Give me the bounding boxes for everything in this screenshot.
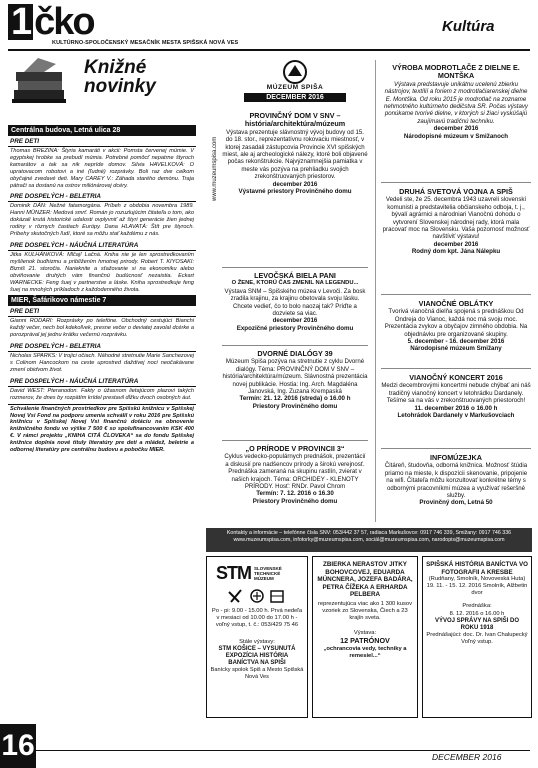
event-body: Vedeli ste, že 25. decembra 1943 uzavreli slovenskí komunisti a predstavitelia občianskeho odboja, t. j., bývalí agrárnici a národniari Vianočnú dohodu o vytvorení Slovenskej národnej rady, ktorá mala pracovať moc na Slovensku. Vaša pozornosť možnosť navštíviť výstavu!	[382, 196, 530, 241]
event-body: Výstava predstavuje unikátnu ucelenú zbierku nástrojov, textílií a foriem z modrotlačiarenskej dielne E. Montška. Od roku 2015 je modrotlač na zozname nehmotného kultúrneho dedičstva SR. Počas výstavy ponúkame tvorivé dielne, v ktorých si žiaci vyskúšajú zaujímavú tradičnú techniku.	[384, 80, 528, 125]
event-place: Letohrádok Dardanely v Markušovciach	[397, 412, 515, 420]
category-heading: PRE DOSPELÝCH - NÁUČNÁ LITERATÚRA	[8, 241, 196, 251]
book-block	[8, 192, 196, 240]
event-place: Národopisné múzeum Smižany	[410, 345, 502, 353]
event-body: Výstava SNM – Spišského múzea v Levoči. Za bosk zradila krajinu, za krajinu obetovala svoju lásku. Chcete vedieť, čo to bolo naozaj tak? Príďte a dozviete sa viac.	[224, 287, 366, 318]
event-body: Múzeum Spiša pozýva na stretnutie z cyklu Dvorné dialógy. Téma: PROVINČNÝ DOM V SNV – história/architektúra/múzeum. Slávnostná prezentácia novej publikácie. Hostia: Ing. Arch. Magdaléna Janovská, Ing. Zuzana Krempaská	[222, 358, 368, 396]
book-entries: David WEST: Pteranodon. Fakty o úžasnom lietajúcom plazovi takých rozmerov, že dnes by rozpätím krídel prestavil dĺžku dvoch osobných áut.	[10, 387, 194, 401]
event-date: Termín: 7. 12. 2016 o 16.30	[256, 490, 334, 498]
page-number: 16	[0, 724, 36, 768]
event-title: „O PRÍRODE V PROVINCII 3“	[245, 444, 345, 453]
divider	[381, 182, 531, 183]
museum-heading	[222, 60, 368, 102]
exhibit-title: SPIŠSKÁ HISTÓRIA BANÍCTVA VO FOTOGRAFII A KRESBE	[426, 561, 528, 576]
event-place: Expozičné priestory Provinčného domu	[236, 324, 354, 332]
free-entry: Voľný vstup.	[461, 639, 493, 645]
mining-history-ad	[422, 556, 532, 718]
event-title: DVORNÉ DIALÓGY 39	[257, 349, 333, 358]
event-date: december 2016	[272, 180, 318, 188]
category-heading: PRE DETI	[8, 137, 196, 147]
tagline: KULTÚRNO-SPOLOČENSKÝ MESAČNÍK MESTA SPIŠSKÁ NOVÁ VES	[52, 40, 239, 46]
header-divider	[8, 49, 530, 51]
museum-month: DECEMBER 2016	[244, 93, 346, 102]
section-title: Kultúra	[442, 18, 495, 35]
event-place: Rodný dom kpt. Jána Nálepku	[411, 248, 501, 256]
lecture-date: 8. 12. 2016 o 16.00 h	[449, 610, 505, 617]
stm-logo: STM	[216, 563, 251, 583]
vertical-url: www.muzeumspisa.com	[212, 136, 218, 201]
category-heading: PRE DETI	[8, 307, 196, 317]
event-block	[222, 272, 368, 332]
event-title: VÝROBA MODROTLAČE Z DIELNE E. MONTŠKA	[392, 63, 520, 81]
event-date: 11. december 2016 o 16.00 h	[414, 404, 498, 412]
event-place: Priestory Provinčného domu	[252, 497, 338, 505]
logo-text: čko	[34, 1, 94, 43]
exhibit-place: Banícky spolok Spiš a Mesto Spišská Nová Ves	[210, 667, 304, 681]
divider	[381, 368, 531, 369]
vertical-url-strip	[205, 58, 218, 358]
event-date: Termín: 21. 12. 2016 (streda) o 16.00 h	[239, 395, 351, 403]
location-bar: MIER, Šafárikovo námestie 7	[8, 295, 196, 306]
book-entries: Jitka KULHÁNKOVÁ: Mlčaj! Lačná. Kniha nie je len sprostredkovaním myšlienok budhizmu a priblížením hmotnej prirody. Robert T. KIYOSAKI: Bizniš 21. storočia. Narieknite a sťažovanie si na ekonomiku alebo obviňovanie druhých vám finančnú budúcnosť nezaistia. Eckart WARNECKE: Feng šuej v partnerstve a láske. Kniha sprostredkuje feng šuej na mnohých príkladoch z každodenného života.	[10, 251, 194, 293]
event-body: Tvorivá vianočná dielňa spojená s prednáškou Od Ondreja do Vianoc, každá noc má svoju moc. Prezentácia zvykov a obyčajov zimného obdobia. Na objednávku pre organizované skupiny.	[384, 308, 528, 338]
funding-note: Schválenie finančných prostriedkov pre Spišskú knižnicu v Spišskej Novej Vsi Fond na podporu umenia schválil v roku 2016 pre Spišskú knižnicu v Spišskej Novej Vsi finančnú dotáciu na obnovenie knižničného fondu vo výške 7 500 € so spolufinancovaním KSK 400 €. V rámci projektu „KNIHA CITÁ ČLOVEKA“ sa do fondu Spišskej knižnice doplnia nové tituly literatúry pre deti a mládež, beletrie a odbornej literatúry pre centrálnu budovu a pobočku MIER.	[8, 404, 196, 456]
divider	[222, 267, 368, 268]
divider	[381, 448, 531, 449]
event-date: 5. december - 16. december 2016	[407, 338, 505, 346]
exhibit-details: (Rudňany, Smolník, Novoveská Huta) 19. 11. - 15. 12. 2016 Smolník, Alžbetin dvor	[426, 576, 528, 597]
opening-hours: Po - pi: 9.00 - 15.00 h. Prvá nedeľa v mesiaci od 10.00 do 17.00 h - voľný vstup, t. č.: 053/429 75 46	[211, 608, 303, 628]
collection-body: reprezentujúca viac ako 1 300 kusov vzoriek zo Slovenska, Čiech a 23 krajín sveta.	[317, 600, 413, 621]
event-title: LEVOČSKÁ BIELA PANI	[254, 271, 336, 280]
event-title: VIANOČNÉ OBLÁTKY	[418, 299, 494, 308]
book-news-column	[8, 54, 196, 714]
contact-banner	[206, 528, 532, 552]
event-title: INFOMÚZEJKA	[430, 453, 482, 462]
event-place: Provinčný dom, Letná 50	[419, 499, 493, 507]
event-block	[222, 112, 368, 195]
event-body: Medzi decembrovými koncertmi nebude chýbať ani náš tradičný vianočný koncert v letohrádku Dardanely. Tešíme sa na vás v zrekonštruovaných priestoroch!	[381, 382, 531, 405]
stm-subtitle: SLOVENSKÉ TECHNICKÉ MÚZEUM	[254, 566, 282, 581]
collection-title: ZBIERKA NERASTOV JITKY BOHOVCOVEJ, EDUARDA MÚNCNERA, JOZEFA BADÁRA, PETRA ČÍŽEKA A ERHARDA PELBERA	[317, 561, 413, 599]
exhibit-title: STM KOŠICE – VYSUNUTÁ EXPOZÍCIA HISTÓRIA BANÍCTVA NA SPIŠI	[218, 646, 296, 667]
book-entries: Dominik DÁN: Nežné fatamorgána. Príbeh z obdobia novembra 1989. Hanni MÜNZER: Medová smrť. Román jo rozuzlujúcim čitateľa o tom, ako dokázali krutá historické udalosti ovplyvniť až štyri generácie žien jednej rodiny v rôznych častiach Európy. Dana HLAVATÁ: Štít pre štyroch. Príbehy skutočných ľudí, ktoré sa môžu stať každému z nás.	[10, 203, 194, 238]
event-block	[381, 454, 531, 507]
book-block	[8, 342, 196, 376]
event-body: Výstava prezentuje slávnostný vývoj budovy od 15. do 18. stor., reprezentatívnu rokovaciu miestnosť, v ktorej zasadali zástupcovia Provincie XVI spišských miest, ale aj archeologické nálezy, ktoré boli objavené počas rekonštrukcie. Najvýznamnejšia pamiatka v meste vás pozýva na prehliadku svojich zrekonštruovaných priestorov.	[222, 128, 368, 181]
event-place: Priestory Provinčného domu	[252, 402, 338, 410]
book-block	[8, 137, 196, 191]
contact-web: www.muzeumspisa.com, infotorky@muzeumspisa.com, sociál@muzeumspisa.com, narodopis@muzeumspisa.com	[233, 537, 505, 543]
event-body: Čitáreň, študovňa, odborná knižnica. Možnosť štúdia priamo na mieste, k dispozícii skenovanie, pripojenie na wifi. Čitateľa môžu konzultovať konkrétne témy s odbornými pracovníkmi múzea a využívať rešeršné služby.	[384, 462, 528, 500]
event-title: PROVINČNÝ DOM V SNV – história/architektúra/múzeum	[244, 111, 346, 129]
event-block	[381, 300, 531, 353]
minerals-ad	[312, 556, 418, 718]
divider	[381, 294, 531, 295]
exhibit-label: Výstava:	[353, 629, 377, 636]
mining-icons	[227, 588, 287, 604]
category-heading: PRE DOSPELÝCH - NÁUČNÁ LITERATÚRA	[8, 377, 196, 387]
exhibit-label: Stále výstavy:	[239, 639, 275, 645]
event-date: december 2016	[433, 240, 479, 248]
event-date: december 2016	[272, 317, 318, 325]
museum-logo-icon	[282, 60, 308, 84]
lecture-title: VÝVOJ SPRÁVY NA SPIŠI DO ROKU 1918	[434, 618, 520, 631]
category-heading: PRE DOSPELÝCH - BELETRIA	[8, 342, 196, 352]
event-subtitle: O ŽENE, KTORÚ ČAS ZMENIL NA LEGENDU...	[231, 280, 359, 287]
footer-divider	[8, 750, 530, 751]
book-entries: Nicholas SPARKS: V trojici očiach. Náhodné stretnutie Marie Sanchezovej s Colinom Hancockom na ceste uprostred daždivej noci neočakávane zmení obidvom život.	[10, 353, 194, 373]
event-place: Výstavné priestory Provinčného domu	[238, 188, 352, 196]
museum-name: MÚZEUM SPIŠA	[266, 84, 324, 91]
event-block	[222, 350, 368, 410]
divider	[222, 440, 368, 441]
event-title: DRUHÁ SVETOVÁ VOJNA A SPIŠ	[399, 187, 513, 196]
location-bar: Centrálna budova, Letná ulica 28	[8, 125, 196, 136]
lecture-label: Prednáška:	[462, 603, 492, 610]
event-place: Národopisné múzeum v Smižanoch	[403, 132, 509, 140]
divider	[222, 345, 368, 346]
logo-digit: 1	[8, 4, 33, 40]
event-block	[381, 188, 531, 256]
column-divider	[375, 60, 376, 522]
column-title: Knižné novinky	[84, 57, 156, 97]
event-block	[381, 64, 531, 140]
book-stack-icon	[10, 56, 70, 108]
event-date: december 2016	[433, 125, 479, 133]
exhibit-title: 12 PATRÓNOV	[340, 636, 390, 646]
book-block	[8, 241, 196, 295]
contact-phones: Kontakty a informácie – telefónne čísla SNV: 053/442 37 57, radiaca Markušovce: 0917 746 339, Smižany: 0917 746 336	[226, 530, 512, 536]
magazine-logo	[8, 1, 94, 43]
event-body: Cyklus vedecko-populárnych prednášok, prezentácií a diskusií pre nadšencov prírody a širokú verejnosť. Prednáška zameraná na skupinu rastlín, zvierat v našich krajoch. Téma: ORCHIDEY - KLENOTY PRÍRODY. Hosť: RNDr. Pavol Chrom	[224, 453, 366, 491]
issue-date: DECEMBER 2016	[432, 752, 502, 762]
event-title: VIANOČNÝ KONCERT 2016	[409, 373, 503, 382]
exhibit-tagline: „ochrancovia vedy, techniky a remesiel...“	[323, 645, 407, 659]
book-entries: Gianni RODARI: Rozprávky po telefóne. Obchodný cestujúci Bianchi každý večer, nech bol kdekoľvek, presne večer o deviatej zavolal dcérke a porozprával jej jednu krátku večernú rozprávku.	[10, 318, 194, 339]
lecture-speaker: Prednášajúci: doc. Dr. Ivan Chalupecký	[426, 632, 528, 638]
event-block	[222, 445, 368, 505]
stm-ad	[206, 556, 308, 718]
category-heading: PRE DOSPELÝCH - BELETRIA	[8, 192, 196, 202]
book-block	[8, 377, 196, 404]
book-entries: Thomas BREZINA: Štyria kamaráti v akcii: Pomsta červenej múmie. V egyptskej hrobke sa prebudí múmia. Potrebné pomôcť nepatrne štyroch kamarátov a tak sa nik nepríde domov. Silvia HAVELKOVÁ: O upratovacom robotovi a iné (ľudné) rozprávky. Boli raz dve celkom obyčajné zvedavé deti. Mary CAREY V.: Záhada starého demónu. Traja pátrači sa dostanú na ostrov miliónárovej dcéry.	[10, 148, 194, 189]
book-block	[8, 307, 196, 341]
event-block	[381, 374, 531, 419]
